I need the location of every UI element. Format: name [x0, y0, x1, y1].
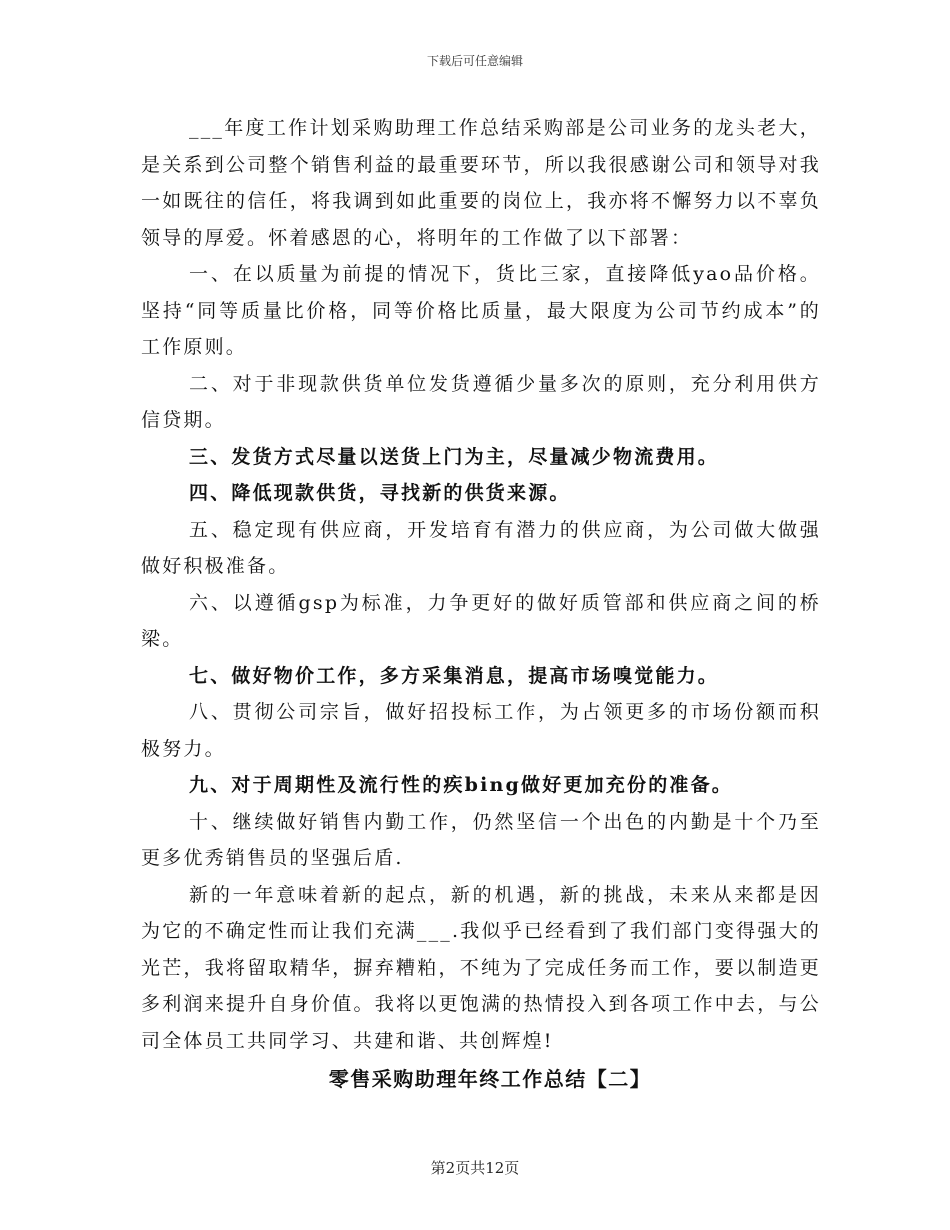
paragraph-item-8: 八、贯彻公司宗旨，做好招投标工作，为占领更多的市场份额而积极努力。 [141, 701, 821, 760]
page-number: 第2页共12页 [430, 1159, 520, 1177]
paragraph-item-3: 三、发货方式尽量以送货上门为主，尽量减少物流费用。 [189, 445, 720, 468]
section-title: 零售采购助理年终工作总结【二】 [328, 1067, 652, 1091]
paragraph-item-5: 五、稳定现有供应商，开发培育有潜力的供应商，为公司做大做强做好积极准备。 [141, 518, 821, 577]
paragraph-item-7: 七、做好物价工作，多方采集消息，提高市场嗅觉能力。 [189, 664, 720, 687]
paragraph-item-10: 十、继续做好销售内勤工作，仍然坚信一个出色的内勤是十个乃至更多优秀销售员的坚强后盾. [141, 810, 821, 869]
document-body [141, 110, 821, 1099]
paragraph-item-9: 九、对于周期性及流行性的疾bing做好更加充份的准备。 [189, 774, 734, 796]
paragraph-item-2: 二、对于非现款供货单位发货遵循少量多次的原则，充分利用供方信贷期。 [141, 372, 821, 431]
paragraph-item-1: 一、在以质量为前提的情况下，货比三家，直接降低yao品价格。坚持“同等质量比价格，同等价格比质量，最大限度为公司节约成本”的工作原则。 [141, 263, 821, 358]
paragraph-item-4: 四、降低现款供货，寻找新的供货来源。 [189, 482, 571, 504]
paragraph-item-6: 六、以遵循gsp为标准，力争更好的做好质管部和供应商之间的桥梁。 [141, 591, 821, 650]
paragraph-closing: 新的一年意味着新的起点，新的机遇，新的挑战，未来从来都是因为它的不确定性而让我们充满___.我似乎已经看到了我们部门变得强大的光芒，我将留取精华，摒弃糟粕，不纯为了完成任务而工作，要以制造更多利润来提升自身价值。我将以更饱满的热情投入到各项工作中去，与公司全体员工共同学习、共建和谐、共创辉煌! [141, 883, 821, 1052]
paragraph-intro: ___年度工作计划采购助理工作总结采购部是公司业务的龙头老大，是关系到公司整个销售利益的最重要环节，所以我很感谢公司和领导对我一如既往的信任，将我调到如此重要的岗位上，我亦将不懈努力以不辜负领导的厚爱。怀着感恩的心，将明年的工作做了以下部署： [141, 117, 821, 249]
page-header: 下载后可任意编辑 [426, 54, 523, 68]
